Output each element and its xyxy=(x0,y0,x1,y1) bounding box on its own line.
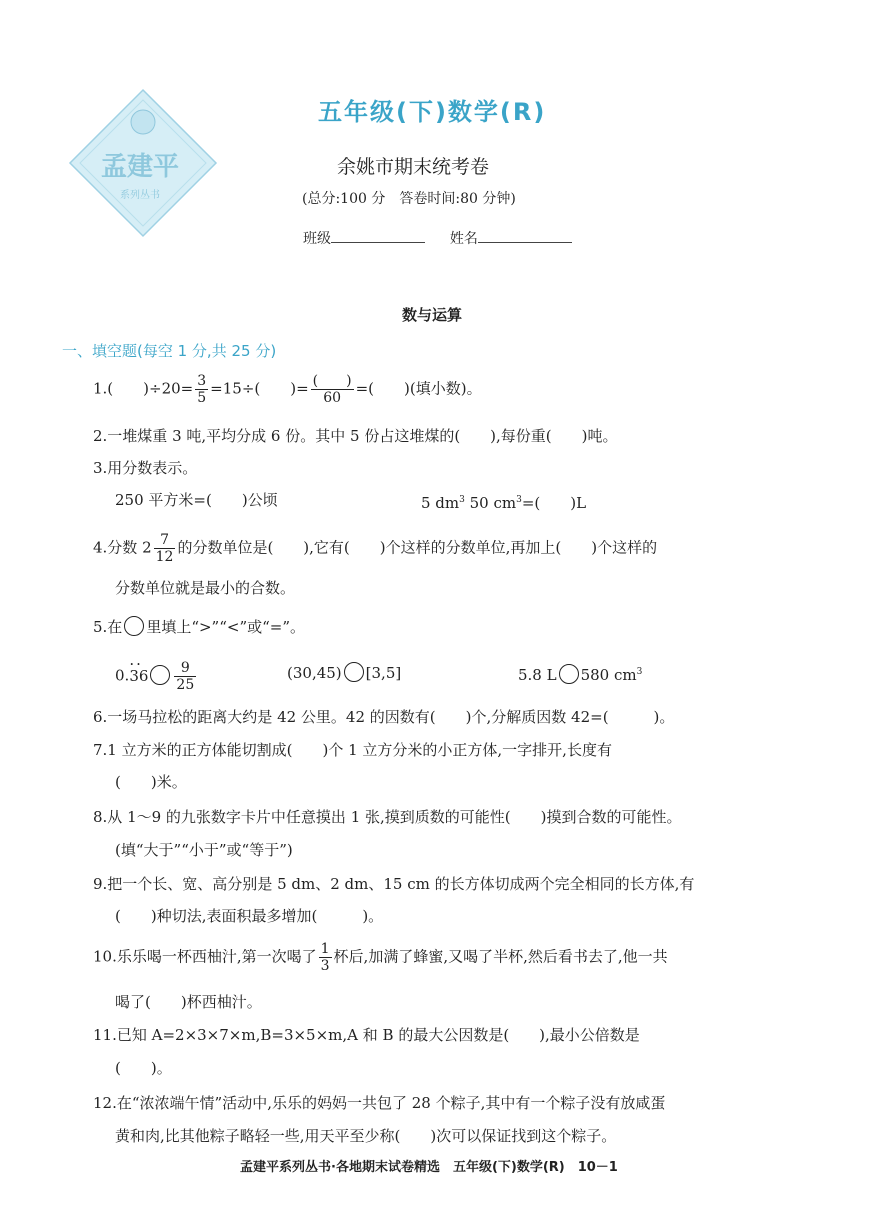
exam-meta: (总分:100 分 答卷时间:80 分钟) xyxy=(302,191,516,207)
compare-circle-icon[interactable] xyxy=(559,664,579,684)
fraction: $\frac{( )}{60}$ xyxy=(312,373,352,406)
fraction: $\frac{1}{3}$ xyxy=(320,941,330,974)
part-heading: 一、填空题(每空 1 分,共 25 分) xyxy=(62,342,277,360)
publisher-logo xyxy=(68,88,218,238)
class-label: 班级 xyxy=(303,231,331,247)
question-3b: 5 $dm^3$ 50 $cm^3=$( )L xyxy=(421,494,587,512)
repeating-decimal: ·· 36 xyxy=(129,666,148,686)
compare-circle-icon[interactable] xyxy=(150,665,170,685)
question-10-cont: 喝了( )杯西柚汁。 xyxy=(115,993,262,1011)
question-3a: 250 平方米=( )公顷 xyxy=(115,491,278,509)
question-7-cont: ( )米。 xyxy=(115,773,187,791)
page-footer: 孟建平系列丛书·各地期末试卷精选 五年级(下)数学(R) 10－1 xyxy=(240,1160,618,1175)
question-1: 1.( )÷20= $\frac{3}{5}$ =15÷( )= $\frac{( )}{60}$ =( )(填小数)。 xyxy=(93,373,482,406)
logo-subtext: 系列丛书 xyxy=(120,190,160,201)
compare-circle-icon xyxy=(124,616,144,636)
exam-title: 五年级(下)数学(R) xyxy=(318,98,547,126)
student-info-row xyxy=(303,228,572,248)
exam-subtitle: 余姚市期末统考卷 xyxy=(337,156,490,178)
name-field[interactable] xyxy=(478,228,572,243)
question-7: 7.1 立方米的正方体能切割成( )个 1 立方分米的小正方体,一字排开,长度有 xyxy=(93,741,612,759)
compare-circle-icon[interactable] xyxy=(344,662,364,682)
fraction: $\frac{7}{12}$ xyxy=(155,532,174,565)
section-title: 数与运算 xyxy=(402,306,463,324)
question-11-cont: ( )。 xyxy=(115,1059,172,1077)
question-5b: (30,45) [3,5] xyxy=(287,664,402,682)
class-field[interactable] xyxy=(331,228,425,243)
question-6: 6.一场马拉松的距离大约是 42 公里。42 的因数有( )个,分解质因数 42=( )。 xyxy=(93,708,675,726)
question-4: 4.分数 2 $\frac{7}{12}$ 的分数单位是( ),它有( )个这样的分数单位,再加上( )个这样的 xyxy=(93,532,658,565)
question-8-cont: (填“大于”“小于”或“等于”) xyxy=(115,841,293,859)
question-3: 3.用分数表示。 xyxy=(93,459,198,477)
fraction: $\frac{9}{25}$ xyxy=(176,660,195,693)
question-9-cont: ( )种切法,表面积最多增加( )。 xyxy=(115,907,384,925)
question-9: 9.把一个长、宽、高分别是 5 dm、2 dm、15 cm 的长方体切成两个完全相同的长方体,有 xyxy=(93,875,695,893)
question-8: 8.从 1～9 的九张数字卡片中任意摸出 1 张,摸到质数的可能性( )摸到合数的可能性。 xyxy=(93,808,682,826)
name-label: 姓名 xyxy=(449,231,478,247)
question-10: 10.乐乐喝一杯西柚汁,第一次喝了 $\frac{1}{3}$ 杯后,加满了蜂蜜,又喝了半杯,然后看书去了,他一共 xyxy=(93,941,668,974)
question-5c: 5.8 L 580 $cm^3$ xyxy=(518,666,643,684)
question-5: 5.在 里填上“>”“<”或“=”。 xyxy=(93,618,306,636)
logo-text: 孟建平 xyxy=(101,152,180,182)
fraction: $\frac{3}{5}$ xyxy=(197,373,207,406)
question-4-cont: 分数单位就是最小的合数。 xyxy=(115,579,296,597)
question-2: 2.一堆煤重 3 吨,平均分成 6 份。其中 5 份占这堆煤的( ),每份重( )吨。 xyxy=(93,427,618,445)
question-5a: 0.·· 36 $\frac{9}{25}$ xyxy=(115,660,198,693)
question-11: 11.已知 A=2×3×7×m,B=3×5×m,A 和 B 的最大公因数是( ),最小公倍数是 xyxy=(93,1026,640,1044)
question-12: 12.在“浓浓端午情”活动中,乐乐的妈妈一共包了 28 个粽子,其中有一个粽子没有放咸蛋 xyxy=(93,1094,666,1112)
question-12-cont: 黄和肉,比其他粽子略轻一些,用天平至少称( )次可以保证找到这个粽子。 xyxy=(115,1127,617,1145)
